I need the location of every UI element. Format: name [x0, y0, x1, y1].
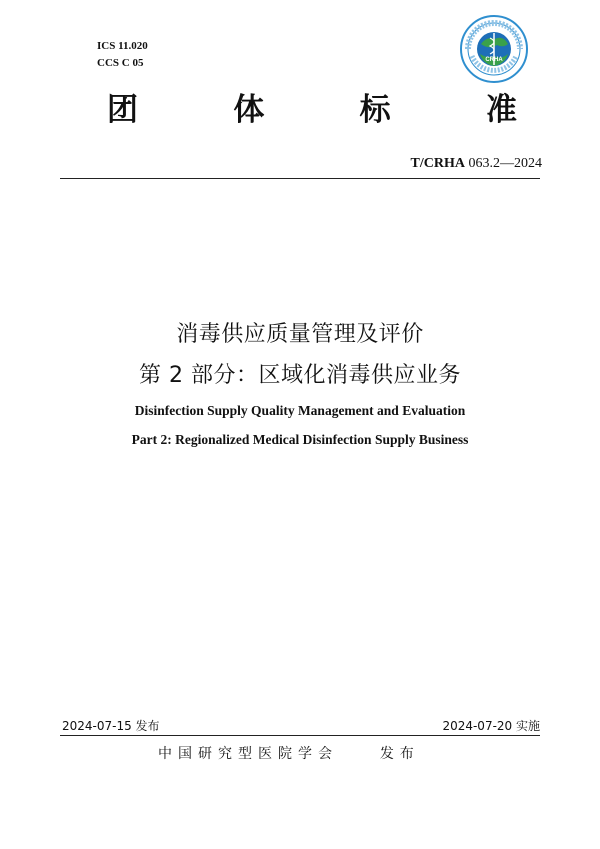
doc-type-char: 标 — [359, 92, 391, 128]
doc-type-char: 体 — [233, 92, 265, 128]
footer-divider — [60, 735, 540, 736]
publisher-line — [158, 745, 420, 763]
ics-code: ICS 11.020 — [97, 40, 148, 52]
crha-logo — [459, 14, 529, 84]
standard-prefix: T/CRHA — [410, 156, 465, 171]
publish-date: 2024-07-15 发布 — [62, 719, 160, 733]
document-type — [107, 90, 517, 130]
standard-number — [411, 156, 542, 172]
publisher-action: 发布 — [379, 746, 420, 762]
doc-type-char: 团 — [107, 92, 138, 128]
title-en-line2: Part 2: Regionalized Medical Disinfection Supply Business — [131, 432, 469, 447]
standard-code: 063.2—2024 — [468, 156, 542, 171]
header-divider — [60, 178, 540, 179]
implement-date: 2024-07-20 实施 — [442, 719, 540, 733]
title-cn-line1: 消毒供应质量管理及评价 — [176, 322, 424, 347]
title-en-line1: Disinfection Supply Quality Management and Evaluation — [134, 403, 466, 418]
publisher-name: 中国研究型医院学会 — [158, 746, 338, 762]
ccs-code: CCS C 05 — [97, 57, 144, 69]
doc-type-char: 准 — [485, 92, 517, 128]
title-cn-line2: 第 2 部分：区域化消毒供应业务 — [139, 363, 461, 388]
logo-text: CRHA — [485, 57, 503, 63]
